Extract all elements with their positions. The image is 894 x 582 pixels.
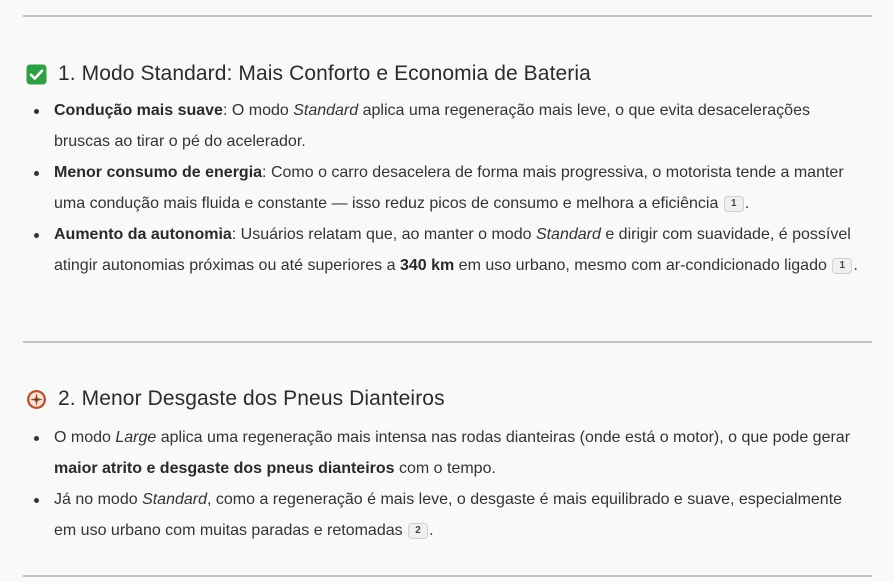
item-text: . [744,195,750,212]
item-italic: Standard [293,102,359,119]
item-text: e dirigir com suavidade, é possível atingir autonomias próximas ou até superiores a [54,226,851,274]
section-heading [26,384,866,414]
divider-bottom [23,575,872,577]
item-text: : Como o carro desacelera de forma mais progressiva, o motorista tende a manter uma condução mais fluida e constante — isso reduz picos de consumo e melhora a eficiência [54,164,844,212]
check-mark-button-icon [26,64,47,85]
list-item [26,219,866,281]
item-text: com o tempo. [394,460,496,477]
list-item [26,484,866,546]
list-item [26,95,866,157]
section-heading [26,59,866,89]
item-text: . [429,522,434,539]
item-text: Já no modo [54,491,143,508]
section-heading-text: 2. Menor Desgaste dos Pneus Dianteiros [58,387,445,410]
item-bold: maior atrito e desgaste dos pneus dianteiros [54,460,395,477]
bullet-list [26,422,866,546]
list-item [26,157,866,219]
item-text: O modo [54,429,116,446]
citation-badge[interactable]: 1 [832,258,852,274]
citation-badge[interactable]: 2 [408,523,428,539]
item-bold: 340 km [399,257,455,274]
bullet-list [26,95,866,281]
item-text: . [853,257,858,274]
item-italic: Large [115,429,157,446]
list-item [26,422,866,484]
item-text: , como a regeneração é mais leve, o desgaste é mais equilibrado e suave, especialmente em uso urbano com muitas paradas e retomadas [54,491,843,539]
compass-icon [26,389,47,410]
section-tire-wear [26,384,866,546]
item-text: em uso urbano, mesmo com ar-condicionado ligado [454,257,827,274]
item-text: : Usuários relatam que, ao manter o modo [231,226,536,243]
divider-middle [23,341,872,343]
item-italic: Standard [142,491,207,508]
item-bold: Condução mais suave [54,102,223,119]
item-text: : O modo [222,102,294,119]
section-heading-text: 1. Modo Standard: Mais Conforto e Economia de Bateria [58,62,591,85]
item-italic: Standard [535,226,601,243]
citation-badge[interactable]: 1 [724,196,744,212]
item-text: aplica uma regeneração mais leve, o que evita desacelerações bruscas ao tirar o pé do acelerador. [54,102,810,150]
divider-top [23,15,872,17]
section-standard-mode [26,59,866,281]
item-bold: Aumento da autonomia [54,226,232,243]
item-bold: Menor consumo de energia [54,164,263,181]
item-text: aplica uma regeneração mais intensa nas rodas dianteiras (onde está o motor), o que pode gerar [156,429,851,446]
